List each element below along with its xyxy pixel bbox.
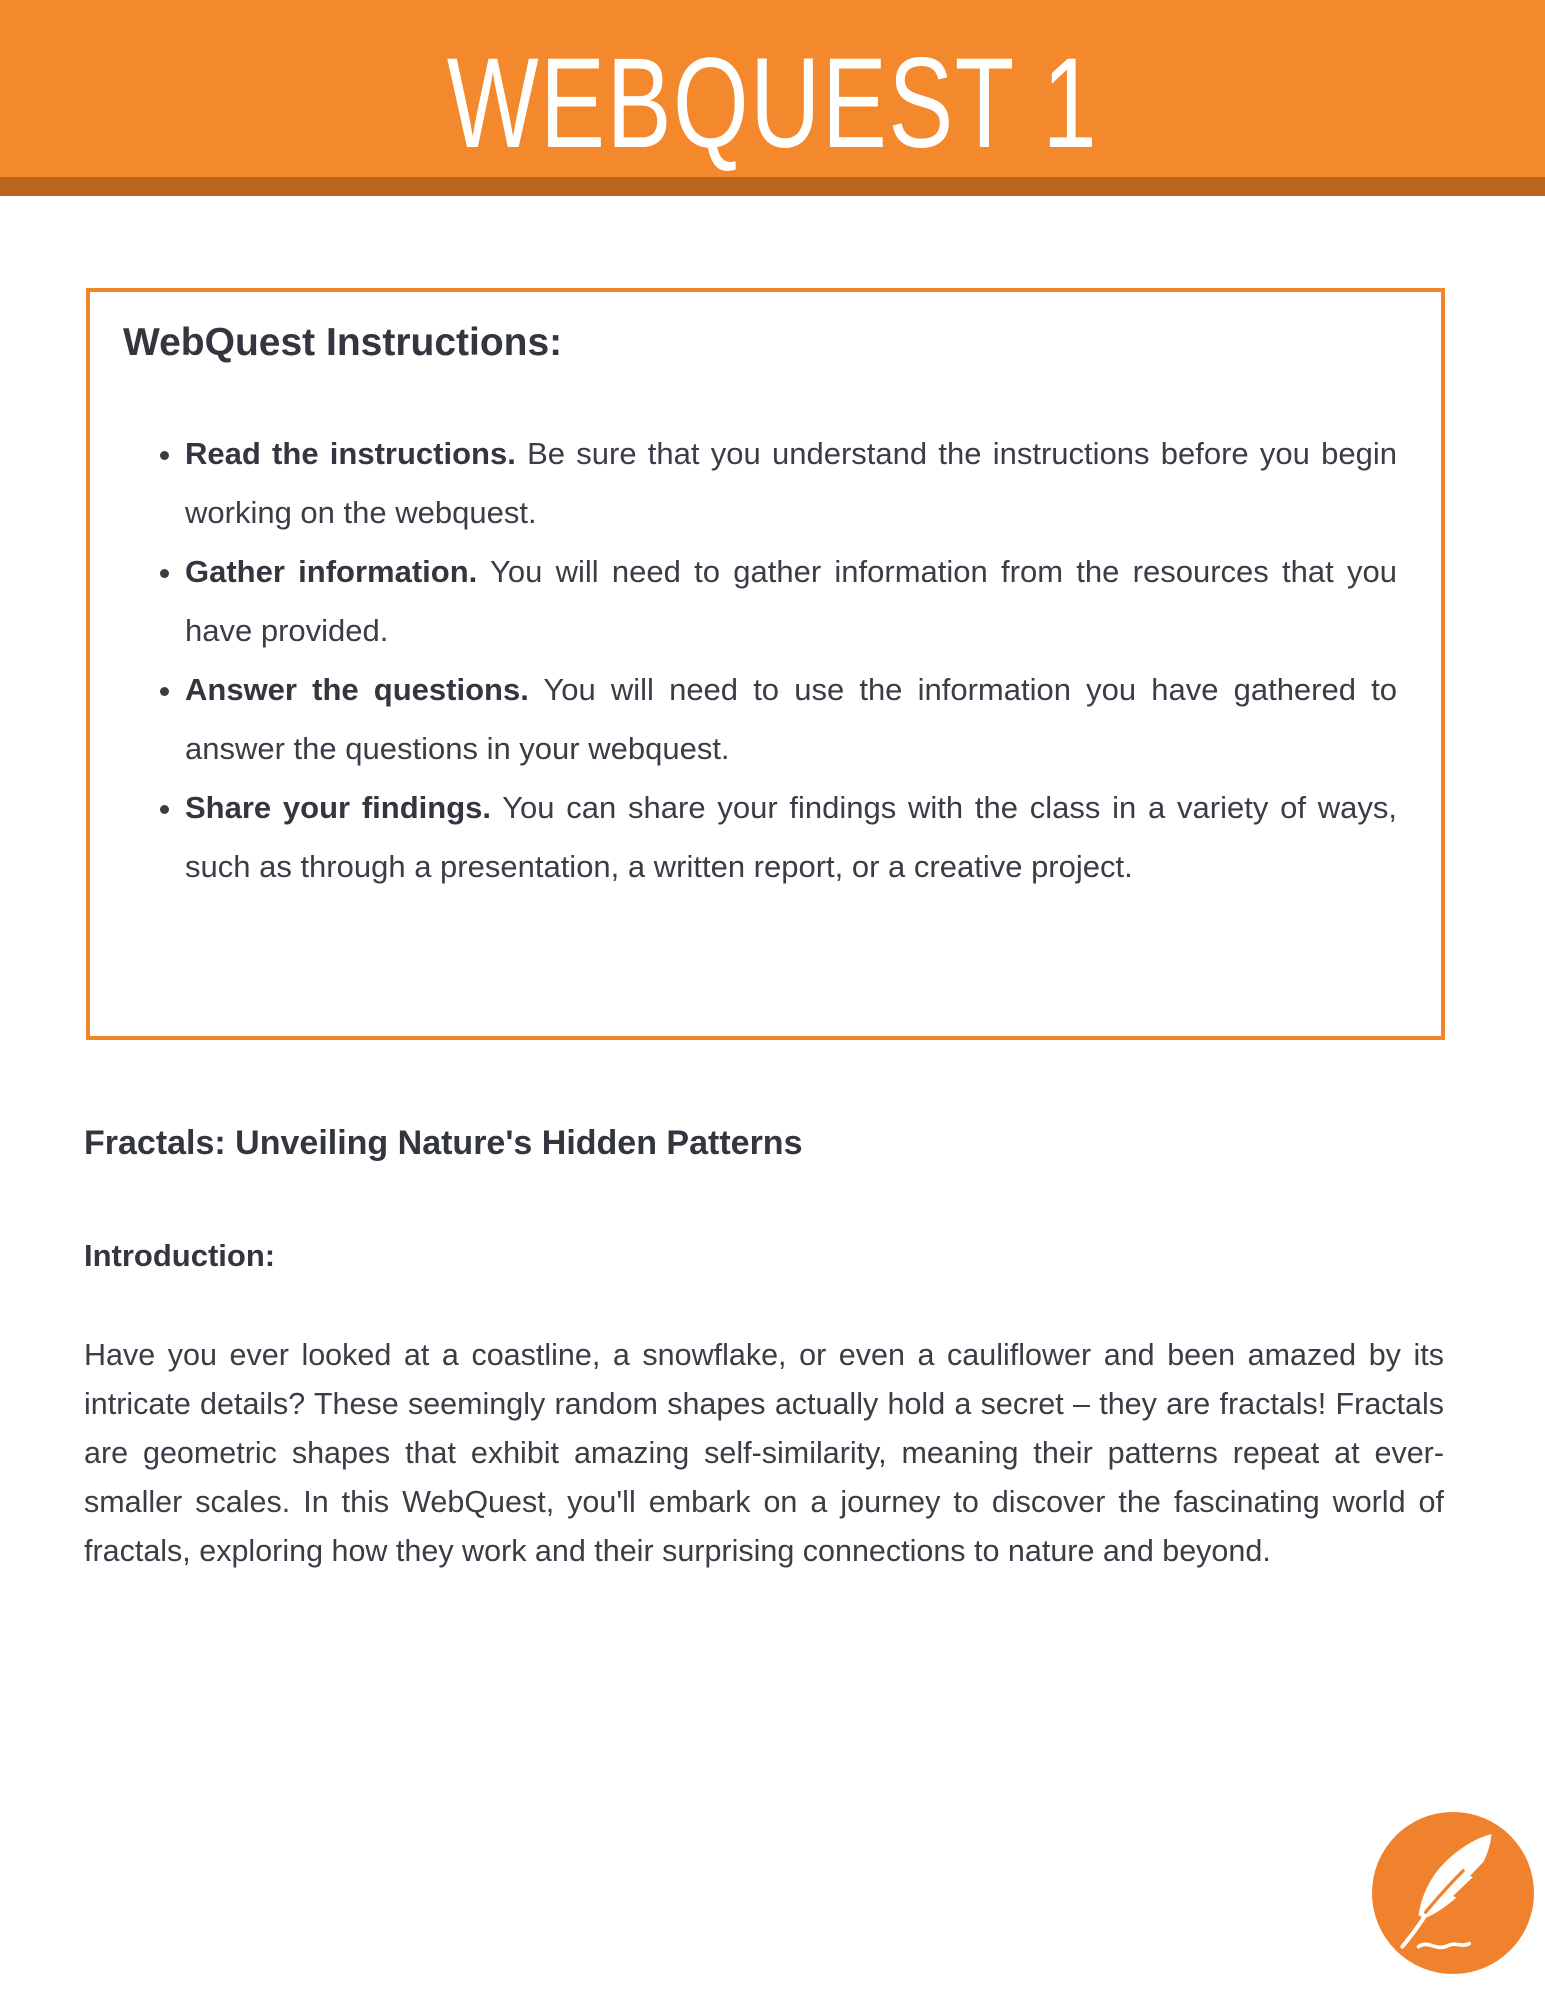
- instruction-item-text: You can share your findings with the class in a variety of ways, such as through a presentation, a written report, or a creative project.: [185, 790, 1397, 884]
- instruction-item: [185, 660, 1397, 778]
- instructions-list: [123, 424, 1401, 896]
- instruction-item-text: Be sure that you understand the instructions before you begin working on the webquest.: [185, 436, 1397, 530]
- brand-logo: [1372, 1812, 1534, 1974]
- instruction-item-lead: Share your findings.: [185, 790, 492, 825]
- instruction-item-lead: Gather information.: [185, 554, 478, 589]
- instructions-box: [86, 288, 1445, 1040]
- page-title: WEBQUEST 1: [446, 31, 1099, 175]
- instruction-item: [185, 778, 1397, 896]
- introduction-label: Introduction:: [84, 1238, 276, 1273]
- section-title: Fractals: Unveiling Nature's Hidden Patterns: [84, 1124, 803, 1162]
- instruction-item-text: You will need to gather information from the resources that you have provided.: [185, 554, 1398, 648]
- instruction-item: [185, 542, 1397, 660]
- quill-feather-icon: [1372, 1812, 1534, 1974]
- page-banner: [0, 0, 1545, 177]
- instructions-heading: WebQuest Instructions:: [123, 321, 563, 364]
- instruction-item-lead: Answer the questions.: [185, 672, 529, 707]
- instruction-item: [185, 424, 1397, 542]
- instruction-item-lead: Read the instructions.: [185, 436, 516, 471]
- instruction-item-text: You will need to use the information you have gathered to answer the questions in your webquest.: [185, 672, 1397, 766]
- introduction-paragraph: Have you ever looked at a coastline, a snowflake, or even a cauliflower and been amazed by its intricate details? These seemingly random shapes actually hold a secret – they are fractals! Fractals are geometric shapes that exhibit amazing self-similarity, meaning their patterns repeat at ever-smaller scales. In this WebQuest, you'll embark on a journey to discover the fascinating world of fractals, exploring how they work and their surprising connections to nature and beyond.: [84, 1338, 1444, 1568]
- banner-accent-strip: [0, 177, 1545, 196]
